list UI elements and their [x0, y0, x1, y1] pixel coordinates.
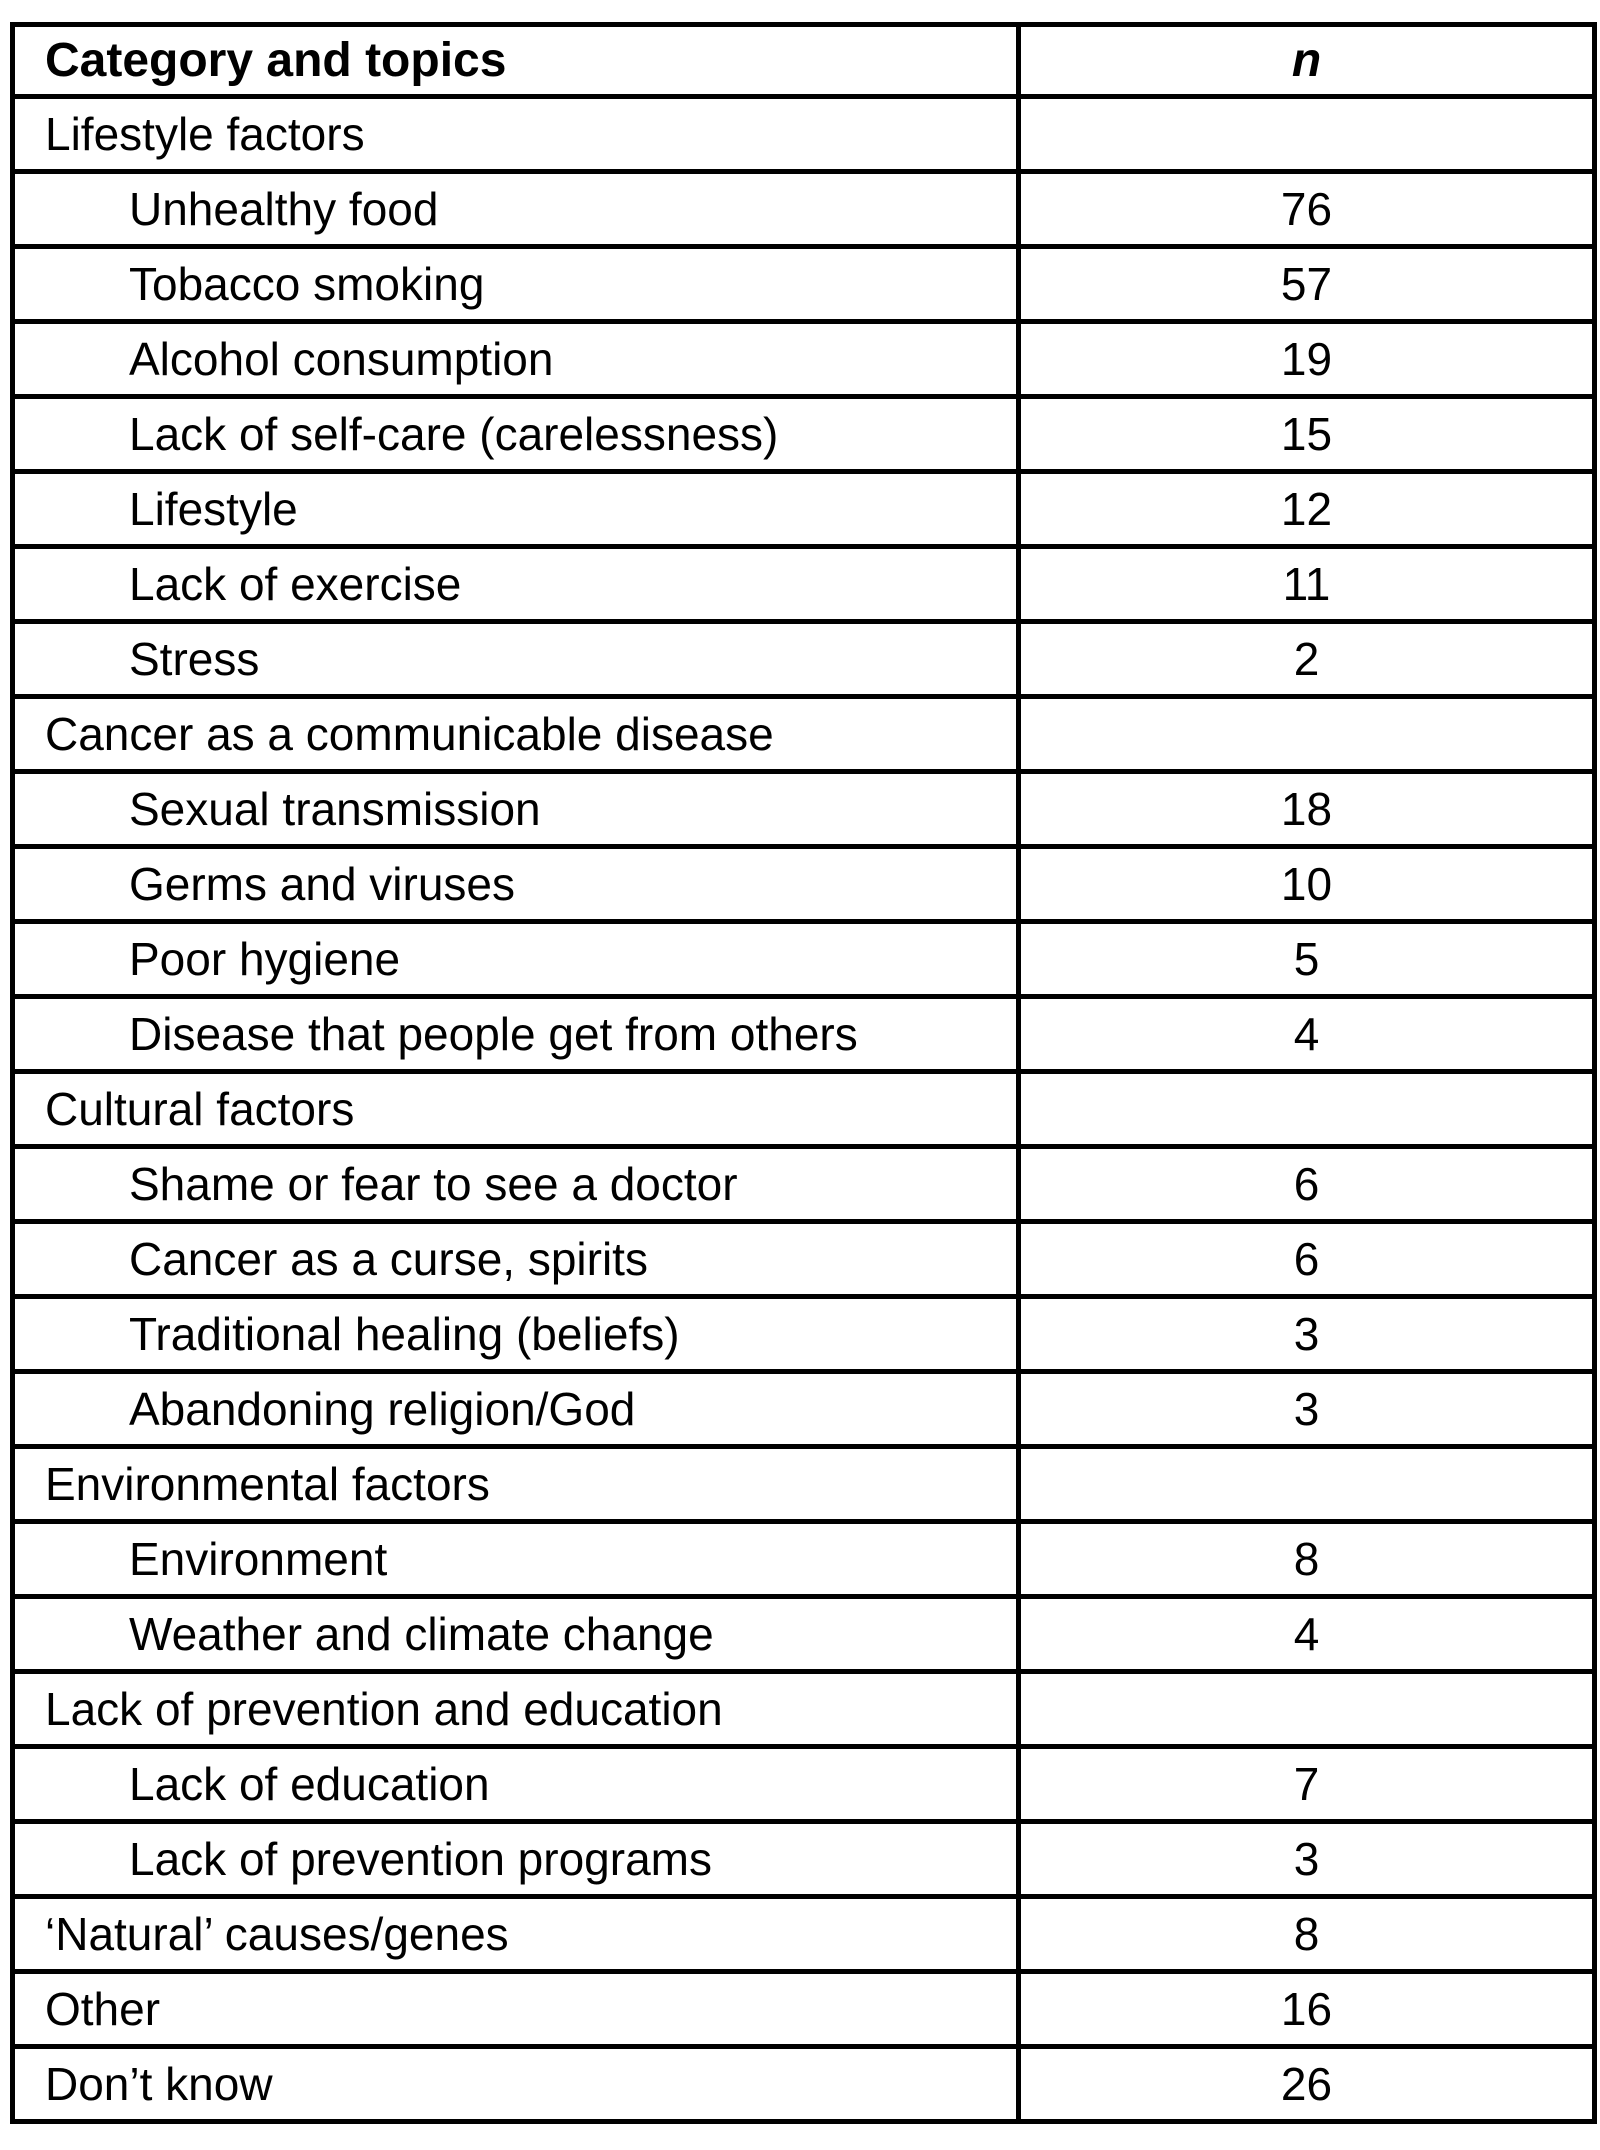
category-topics-table — [10, 22, 1597, 2124]
count-cell: 18 — [1019, 772, 1595, 847]
table-row — [13, 472, 1595, 547]
topic-label-cell: Lack of education — [13, 1747, 1019, 1822]
topic-label-cell: Stress — [13, 622, 1019, 697]
count-cell: 3 — [1019, 1297, 1595, 1372]
table-row — [13, 1747, 1595, 1822]
count-cell — [1019, 1447, 1595, 1522]
table-row — [13, 1147, 1595, 1222]
topic-label-cell: Unhealthy food — [13, 172, 1019, 247]
count-cell: 76 — [1019, 172, 1595, 247]
table-row — [13, 247, 1595, 322]
table-row — [13, 1522, 1595, 1597]
count-cell: 2 — [1019, 622, 1595, 697]
count-cell: 7 — [1019, 1747, 1595, 1822]
category-label-cell: Don’t know — [13, 2047, 1019, 2122]
table-body — [13, 97, 1595, 2122]
count-cell — [1019, 97, 1595, 172]
topic-label-cell: Tobacco smoking — [13, 247, 1019, 322]
count-cell: 16 — [1019, 1972, 1595, 2047]
count-cell: 12 — [1019, 472, 1595, 547]
count-cell: 6 — [1019, 1222, 1595, 1297]
count-cell: 15 — [1019, 397, 1595, 472]
count-cell — [1019, 1672, 1595, 1747]
topic-label-cell: Germs and viruses — [13, 847, 1019, 922]
topic-label-cell: Shame or fear to see a doctor — [13, 1147, 1019, 1222]
count-cell: 8 — [1019, 1522, 1595, 1597]
topic-label-cell: Traditional healing (beliefs) — [13, 1297, 1019, 1372]
table-row — [13, 322, 1595, 397]
count-cell: 19 — [1019, 322, 1595, 397]
column-header-n: n — [1019, 25, 1595, 97]
table-row — [13, 622, 1595, 697]
count-cell — [1019, 697, 1595, 772]
table-row — [13, 1597, 1595, 1672]
count-cell: 3 — [1019, 1372, 1595, 1447]
topic-label-cell: Weather and climate change — [13, 1597, 1019, 1672]
category-label-cell: Other — [13, 1972, 1019, 2047]
count-cell: 3 — [1019, 1822, 1595, 1897]
table-row — [13, 97, 1595, 172]
topic-label-cell: Cancer as a curse, spirits — [13, 1222, 1019, 1297]
category-label-cell: Environmental factors — [13, 1447, 1019, 1522]
category-label-cell: Lack of prevention and education — [13, 1672, 1019, 1747]
column-header-category-and-topics: Category and topics — [13, 25, 1019, 97]
table-row — [13, 772, 1595, 847]
count-cell: 11 — [1019, 547, 1595, 622]
table-row — [13, 922, 1595, 997]
table-row — [13, 1072, 1595, 1147]
table-row — [13, 547, 1595, 622]
table-row — [13, 847, 1595, 922]
table-row — [13, 1297, 1595, 1372]
table-row — [13, 2047, 1595, 2122]
topic-label-cell: Alcohol consumption — [13, 322, 1019, 397]
count-cell: 8 — [1019, 1897, 1595, 1972]
table-row — [13, 1447, 1595, 1522]
category-label-cell: Cancer as a communicable disease — [13, 697, 1019, 772]
count-cell: 6 — [1019, 1147, 1595, 1222]
topic-label-cell: Disease that people get from others — [13, 997, 1019, 1072]
table-row — [13, 697, 1595, 772]
table-row — [13, 172, 1595, 247]
count-cell — [1019, 1072, 1595, 1147]
topic-label-cell: Sexual transmission — [13, 772, 1019, 847]
table-row — [13, 1222, 1595, 1297]
count-cell: 26 — [1019, 2047, 1595, 2122]
count-cell: 5 — [1019, 922, 1595, 997]
header-row — [13, 25, 1595, 97]
count-cell: 4 — [1019, 997, 1595, 1072]
count-cell: 57 — [1019, 247, 1595, 322]
topic-label-cell: Abandoning religion/God — [13, 1372, 1019, 1447]
count-cell: 4 — [1019, 1597, 1595, 1672]
category-label-cell: ‘Natural’ causes/genes — [13, 1897, 1019, 1972]
topic-label-cell: Lifestyle — [13, 472, 1019, 547]
table-row — [13, 1822, 1595, 1897]
topic-label-cell: Lack of exercise — [13, 547, 1019, 622]
category-label-cell: Cultural factors — [13, 1072, 1019, 1147]
topic-label-cell: Lack of self-care (carelessness) — [13, 397, 1019, 472]
table-row — [13, 1672, 1595, 1747]
table-row — [13, 997, 1595, 1072]
table-row — [13, 1372, 1595, 1447]
category-label-cell: Lifestyle factors — [13, 97, 1019, 172]
topic-label-cell: Lack of prevention programs — [13, 1822, 1019, 1897]
count-cell: 10 — [1019, 847, 1595, 922]
table-row — [13, 1897, 1595, 1972]
topic-label-cell: Poor hygiene — [13, 922, 1019, 997]
table-row — [13, 397, 1595, 472]
table-row — [13, 1972, 1595, 2047]
topic-label-cell: Environment — [13, 1522, 1019, 1597]
